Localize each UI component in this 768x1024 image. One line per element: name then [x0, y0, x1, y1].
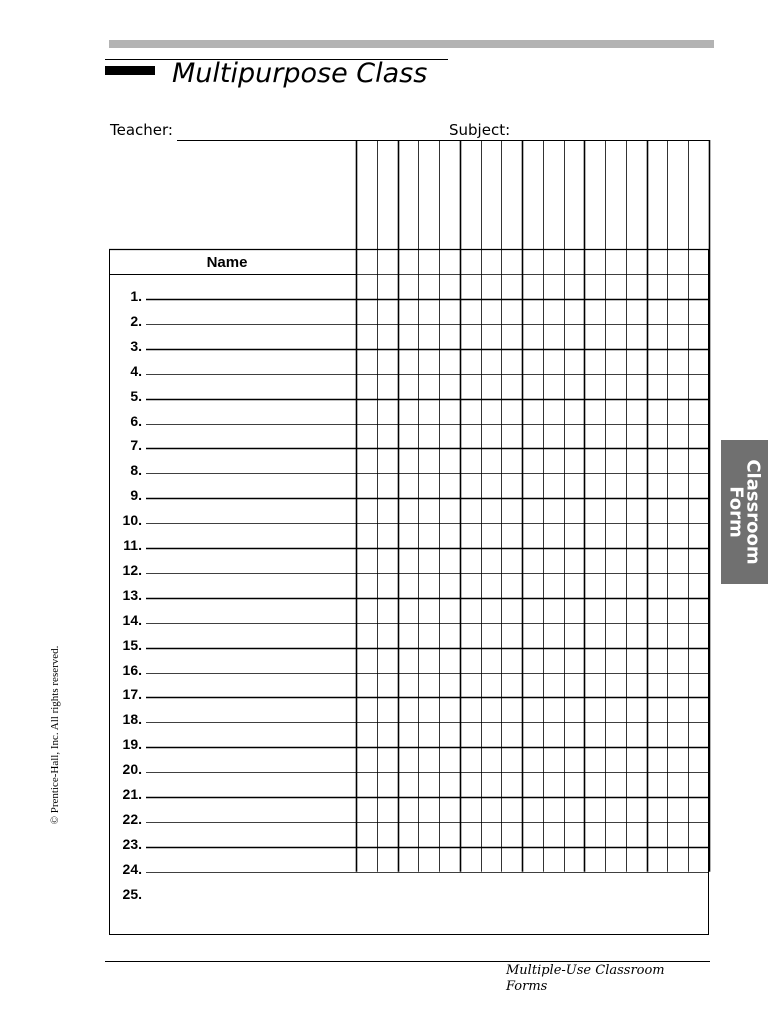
- row-number-label: 6.: [130, 413, 142, 429]
- table-border: [110, 250, 709, 935]
- row-number-label: 18.: [122, 711, 142, 727]
- row-number-label: 13.: [122, 587, 142, 603]
- row-number-label: 8.: [130, 462, 142, 478]
- row-number-label: 24.: [122, 861, 142, 877]
- copyright-notice: © Prentice-Hall, Inc. All rights reserved.: [49, 645, 61, 825]
- side-tab-line1: Classroom: [742, 459, 764, 565]
- name-lines: [146, 300, 356, 873]
- side-tab-line2: Form: [725, 486, 747, 538]
- row-number-label: 17.: [122, 686, 142, 702]
- row-number-label: 2.: [130, 313, 142, 329]
- row-number-label: 9.: [130, 487, 142, 503]
- row-number-label: 20.: [122, 761, 142, 777]
- grid-lines: [109, 140, 710, 873]
- row-number-label: 11.: [123, 537, 142, 553]
- row-number-label: 23.: [122, 836, 142, 852]
- row-number-label: 1.: [130, 288, 142, 304]
- footer-text: Multiple-Use Classroom Forms: [506, 963, 665, 994]
- row-number-label: 21.: [122, 786, 142, 802]
- row-number-label: 16.: [122, 662, 142, 678]
- row-number-label: 15.: [122, 637, 142, 653]
- roster-grid: [109, 140, 709, 935]
- row-number-label: 12.: [122, 562, 142, 578]
- row-number-label: 3.: [130, 338, 142, 354]
- classroom-form-tab: [721, 440, 768, 584]
- teacher-label: Teacher:: [110, 121, 173, 139]
- row-number-label: 10.: [122, 512, 142, 528]
- row-number-label: 7.: [130, 437, 142, 453]
- row-labels: [123, 288, 142, 902]
- row-number-label: 4.: [130, 363, 142, 379]
- page-title: Multipurpose Class: [172, 58, 428, 89]
- row-number-label: 25.: [122, 886, 142, 902]
- row-number-label: 5.: [130, 388, 142, 404]
- row-number-label: 14.: [122, 612, 142, 628]
- top-gray-bar: [109, 40, 714, 48]
- row-number-label: 22.: [122, 811, 142, 827]
- footer-rule: [105, 961, 710, 962]
- title-marker-block: [105, 66, 155, 75]
- row-number-label: 19.: [122, 736, 142, 752]
- name-column-header: Name: [206, 254, 248, 271]
- subject-label: Subject:: [449, 121, 511, 139]
- roster-table: [109, 140, 709, 935]
